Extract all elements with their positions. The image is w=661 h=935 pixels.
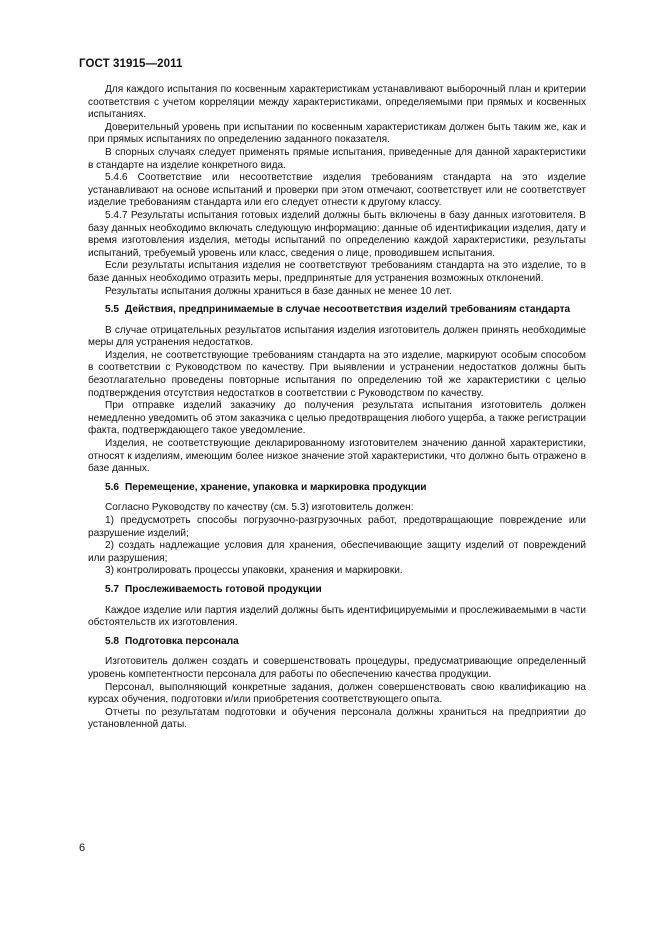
section-number: 5.8: [105, 635, 120, 647]
list-item: 3) контролировать процессы упаковки, хранения и маркировки.: [105, 565, 403, 577]
page-number: 6: [79, 842, 86, 854]
section-heading-5-7: [88, 584, 586, 597]
section-number: 5.5: [105, 304, 120, 316]
section-heading-5-5: [88, 304, 586, 317]
section-title: Перемещение, хранение, упаковка и маркировка продукции: [125, 481, 427, 493]
paragraph: Персонал, выполняющий конкретные задания, должен совершенствовать свою квалификацию на курсах обучения, подготовки и/или приобретения соответствующего опыта.: [88, 681, 586, 706]
document-header: ГОСТ 31915—2011: [79, 58, 183, 70]
paragraph: Для каждого испытания по косвенным характеристикам устанавливают выборочный план и критерии соответствия с учетом корреляции между характеристиками, определяемыми при прямых и косвенных испытаниях.: [88, 84, 586, 121]
paragraph: Доверительный уровень при испытании по косвенным характеристикам должен быть таким же, как и при прямых испытаниях по определению заданного показателя.: [88, 121, 586, 146]
paragraph: Согласно Руководству по качеству (см. 5.3) изготовитель должен:: [105, 502, 414, 514]
list-item: 2) создать надлежащие условия для хранения, обеспечивающие защиту изделий от повреждений или разрушения;: [88, 540, 586, 564]
paragraph: При отправке изделий заказчику до получения результата испытания изготовитель должен немедленно уведомить об этом заказчика с целью предотвращения любого ущерба, а также регистрации факта, подтверждающего такое уведомление.: [88, 400, 586, 437]
paragraph: Если результаты испытания изделия не соответствуют требованиям стандарта на это изделие, то в базе данных необходимо отразить меры, предпринятые для устранения возможных отклонений.: [88, 260, 586, 284]
paragraph: Изготовитель должен создать и совершенствовать процедуры, предусматривающие определенный уровень компетентности персонала для работы по обеспечению качества продукции.: [88, 656, 586, 680]
section-number: 5.7: [105, 583, 120, 595]
section-title: Действия, предпринимаемые в случае несоответствия изделий требованиям стандарта: [125, 304, 571, 316]
paragraph: Каждое изделие или партия изделий должны быть идентифицируемыми и прослеживаемыми в части обстоятельств их изготовления.: [88, 604, 586, 629]
clause-5-4-6: 5.4.6 Соответствие или несоответствие изделия требованиям стандарта на это изделие устанавливают на основе испытаний и проверки при этом отмечают, соответствует или не соответствует изделие требованиям стандарта или его следует отнести к другому классу.: [88, 172, 586, 209]
section-title: Прослеживаемость готовой продукции: [125, 583, 322, 595]
section-number: 5.6: [105, 481, 120, 493]
section-heading-5-8: [88, 636, 586, 649]
document-body: [88, 84, 586, 732]
paragraph: В спорных случаях следует применять прямые испытания, приведенные для данной характеристики в стандарте на изделие конкретного вида.: [88, 146, 586, 171]
section-heading-5-6: [88, 482, 586, 495]
paragraph: В случае отрицательных результатов испытания изделия изготовитель должен принять необходимые меры для устранения недостатков.: [88, 324, 586, 349]
paragraph: Изделия, не соответствующие требованиям стандарта на это изделие, маркируют особым способом в соответствии с Руководством по качеству. При выявлении и устранении недостатков должны быть безотлагательно проведены повторные испытания по определению той же характеристики с целью подтверждения отсутствия недостатков в соответствии с Руководством по качеству.: [88, 349, 586, 399]
list-item: 1) предусмотреть способы погрузочно-разгрузочных работ, предотвращающие повреждение или разрушение изделий;: [88, 515, 586, 539]
paragraph: Отчеты по результатам подготовки и обучения персонала должны храниться на предприятии до установленной даты.: [88, 706, 586, 731]
paragraph: Изделия, не соответствующие декларированному изготовителем значению данной характеристики, относят к изделиям, имеющим более низкое значение этой характеристики, что должно быть отражено в базе данных.: [88, 438, 586, 475]
clause-5-4-7: 5.4.7 Результаты испытания готовых изделий должны быть включены в базу данных изготовителя. В базу данных необходимо включать следующую информацию: данные об идентификации изделия, дату и время изготовления изделия, методы испытаний по определению каждой характеристики, результаты испытаний, требуемый уровень или класс, сведения о лице, проводившем испытания.: [88, 209, 586, 259]
paragraph: Результаты испытания должны храниться в базе данных не менее 10 лет.: [105, 285, 452, 297]
section-title: Подготовка персонала: [125, 635, 239, 647]
